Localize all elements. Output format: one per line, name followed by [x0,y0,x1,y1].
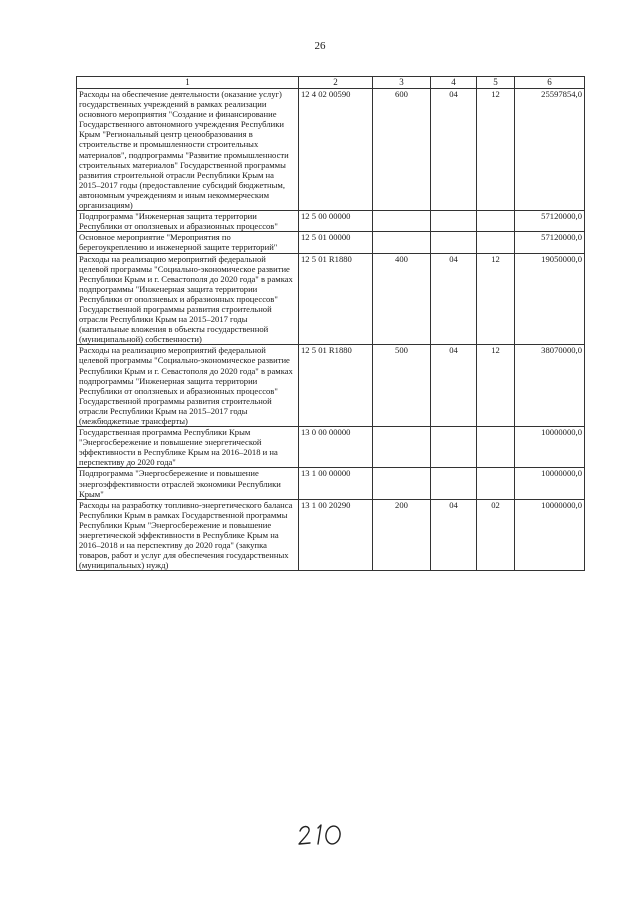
expense-type-code [373,211,431,232]
expense-type-code [373,232,431,253]
table-row [77,345,585,427]
expense-type-code [373,427,431,468]
subsection-code [477,427,515,468]
amount: 38070000,0 [515,345,585,427]
section-code: 04 [431,89,477,211]
subsection-code: 12 [477,253,515,345]
table-row [77,232,585,253]
handwritten-page-number [296,822,346,848]
table-header-row [77,77,585,89]
subsection-code [477,211,515,232]
target-article-code: 12 5 01 R1880 [299,253,373,345]
target-article-code: 12 4 02 00590 [299,89,373,211]
expense-name: Расходы на реализацию мероприятий федеральной целевой программы "Социально-экономическое развитие Республики Крым и г. Севастополя до 2020 года" в рамках подпрограммы "Инженерная защита территории Республики от оползневых и абразионных процессов" Государственной программы развития строительной отрасли Республики Крым на 2015–2017 годы (капитальные вложения в объекты государственной (муниципальной) собственности) [77,253,299,345]
expense-type-code: 200 [373,499,431,571]
expense-type-code [373,468,431,499]
amount: 25597854,0 [515,89,585,211]
subsection-code: 02 [477,499,515,571]
target-article-code: 13 1 00 20290 [299,499,373,571]
subsection-code: 12 [477,345,515,427]
expense-name: Подпрограмма "Энергосбережение и повышение энергоэффективности отраслей экономики Республики Крым" [77,468,299,499]
target-article-code: 13 0 00 00000 [299,427,373,468]
target-article-code: 12 5 00 00000 [299,211,373,232]
section-code [431,468,477,499]
expense-name: Расходы на обеспечение деятельности (оказание услуг) государственных учреждений в рамках реализации основного мероприятия "Создание и финансирование Государственного автономного учреждения Республики Крым "Региональный центр ценообразования в строительстве и промышленности строительных материалов", подпрограммы "Развитие промышленности строительных материалов" Государственной программы развития строительной отрасли Республики Крым на 2015–2017 годы (предоставление субсидий бюджетным, автономным учреждениям и иным некоммерческим организациям) [77,89,299,211]
expense-name: Расходы на разработку топливно-энергетического баланса Республики Крым в рамках Государственной программы Республики Крым "Энергосбережение и повышение энергетической эффективности в Республике Крым на 2016–2018 и на перспективу до 2020 года" (закупка товаров, работ и услуг для обеспечения государственных (муниципальных) нужд) [77,499,299,571]
table-row [77,468,585,499]
amount: 19050000,0 [515,253,585,345]
page-number: 26 [314,40,326,52]
target-article-code: 12 5 01 R1880 [299,345,373,427]
section-code: 04 [431,253,477,345]
expense-name: Расходы на реализацию мероприятий федеральной целевой программы "Социально-экономическое развитие Республики Крым и г. Севастополя до 2020 года" в рамках подпрограммы "Инженерная защита территории Республики от оползневых и абразионных процессов" Государственной программы развития строительной отрасли Республики Крым на 2015–2017 годы (межбюджетные трансферты) [77,345,299,427]
subsection-code: 12 [477,89,515,211]
section-code [431,232,477,253]
amount: 10000000,0 [515,427,585,468]
expense-name: Основное мероприятие "Мероприятия по берегоукреплению и инженерной защите территорий" [77,232,299,253]
table-row [77,253,585,345]
column-header: 3 [373,77,431,89]
section-code: 04 [431,499,477,571]
expense-type-code: 400 [373,253,431,345]
target-article-code: 13 1 00 00000 [299,468,373,499]
column-header: 4 [431,77,477,89]
table-row [77,427,585,468]
column-header: 2 [299,77,373,89]
subsection-code [477,468,515,499]
table-row [77,89,585,211]
table-row [77,211,585,232]
target-article-code: 12 5 01 00000 [299,232,373,253]
table-row [77,499,585,571]
section-code [431,211,477,232]
column-header: 1 [77,77,299,89]
section-code: 04 [431,345,477,427]
expense-name: Государственная программа Республики Крым "Энергосбережение и повышение энергетической эффективности в Республике Крым на 2016–2018 и на перспективу до 2020 года" [77,427,299,468]
column-header: 5 [477,77,515,89]
amount: 10000000,0 [515,499,585,571]
section-code [431,427,477,468]
subsection-code [477,232,515,253]
expense-type-code: 500 [373,345,431,427]
amount: 57120000,0 [515,232,585,253]
budget-table [76,76,585,571]
amount: 10000000,0 [515,468,585,499]
expense-type-code: 600 [373,89,431,211]
expense-name: Подпрограмма "Инженерная защита территории Республики от оползневых и абразионных процессов" [77,211,299,232]
column-header: 6 [515,77,585,89]
amount: 57120000,0 [515,211,585,232]
